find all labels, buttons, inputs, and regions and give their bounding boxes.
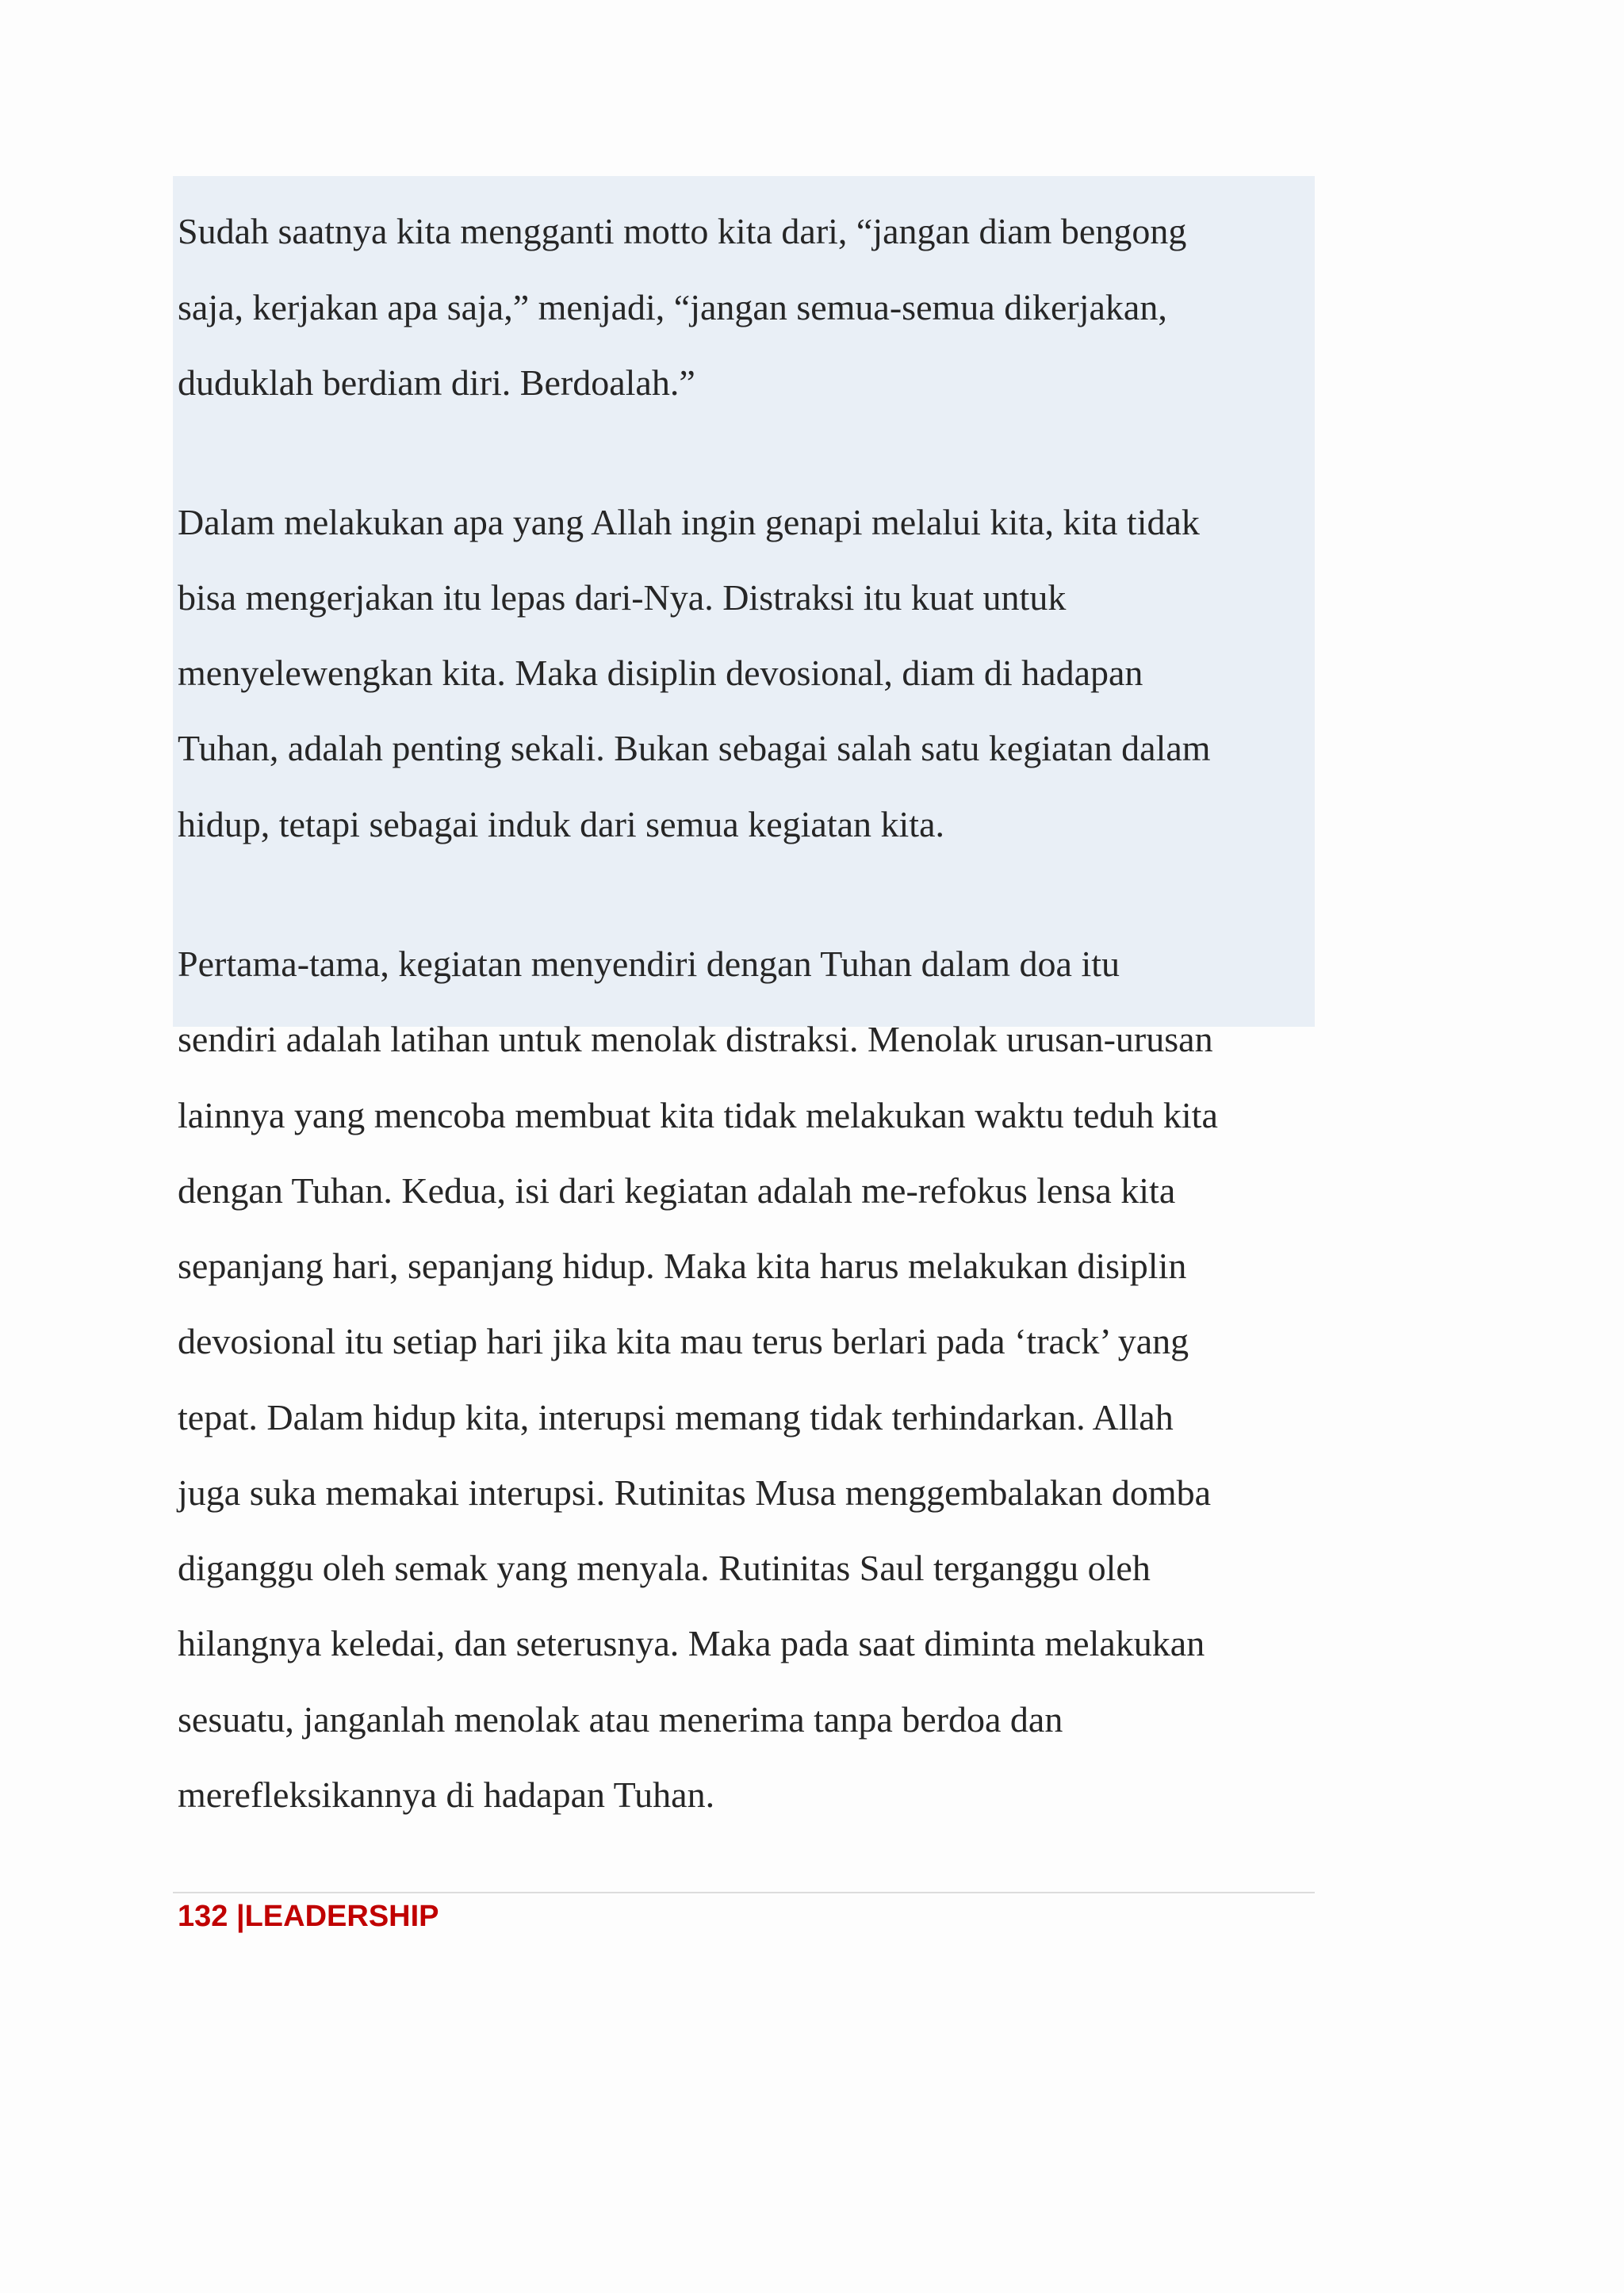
paragraph-3-line-7: tepat. Dalam hidup kita, interupsi memang tidak terhindarkan. Allah [178,1397,1174,1437]
paragraph-2-line-2: bisa mengerjakan itu lepas dari-Nya. Distraksi itu kuat untuk [178,577,1067,618]
paragraph-1-line-1: Sudah saatnya kita mengganti motto kita dari, “jangan diam bengong [178,211,1187,251]
paragraph-3-line-1: Pertama-tama, kegiatan menyendiri dengan Tuhan dalam doa itu [178,944,1120,984]
paragraph-3-line-12: merefleksikannya di hadapan Tuhan. [178,1774,715,1815]
paragraph-3-line-9: diganggu oleh semak yang menyala. Rutinitas Saul terganggu oleh [178,1548,1151,1588]
paragraph-3-line-3: lainnya yang mencoba membuat kita tidak melakukan waktu teduh kita [178,1095,1218,1135]
paragraph-1-line-3: duduklah berdiam diri. Berdoalah.” [178,362,695,403]
paragraph-3-line-8: juga suka memakai interupsi. Rutinitas Musa menggembalakan domba [178,1472,1212,1513]
paragraph-3-line-6: devosional itu setiap hari jika kita mau terus berlari pada ‘track’ yang [178,1321,1189,1361]
paragraph-2-line-5: hidup, tetapi sebagai induk dari semua kegiatan kita. [178,804,944,844]
paragraph-1-line-2: saja, kerjakan apa saja,” menjadi, “jangan semua-semua dikerjakan, [178,287,1167,327]
paragraph-3-line-10: hilangnya keledai, dan seterusnya. Maka pada saat diminta melakukan [178,1623,1205,1663]
paragraph-2-line-4: Tuhan, adalah penting sekali. Bukan sebagai salah satu kegiatan dalam [178,728,1211,768]
paragraph-3-line-11: sesuatu, janganlah menolak atau menerima tanpa berdoa dan [178,1699,1063,1740]
footer-divider [173,1892,1315,1893]
paragraph-2-line-1: Dalam melakukan apa yang Allah ingin genapi melalui kita, kita tidak [178,502,1200,542]
paragraph-3-line-4: dengan Tuhan. Kedua, isi dari kegiatan adalah me-refokus lensa kita [178,1170,1176,1211]
paragraph-3-line-5: sepanjang hari, sepanjang hidup. Maka kita harus melakukan disiplin [178,1246,1187,1286]
paragraph-2-line-3: menyelewengkan kita. Maka disiplin devosional, diam di hadapan [178,653,1143,693]
footer-page-label: 132 |LEADERSHIP [178,1900,439,1933]
paragraph-3-line-2: sendiri adalah latihan untuk menolak distraksi. Menolak urusan-urusan [178,1019,1213,1059]
